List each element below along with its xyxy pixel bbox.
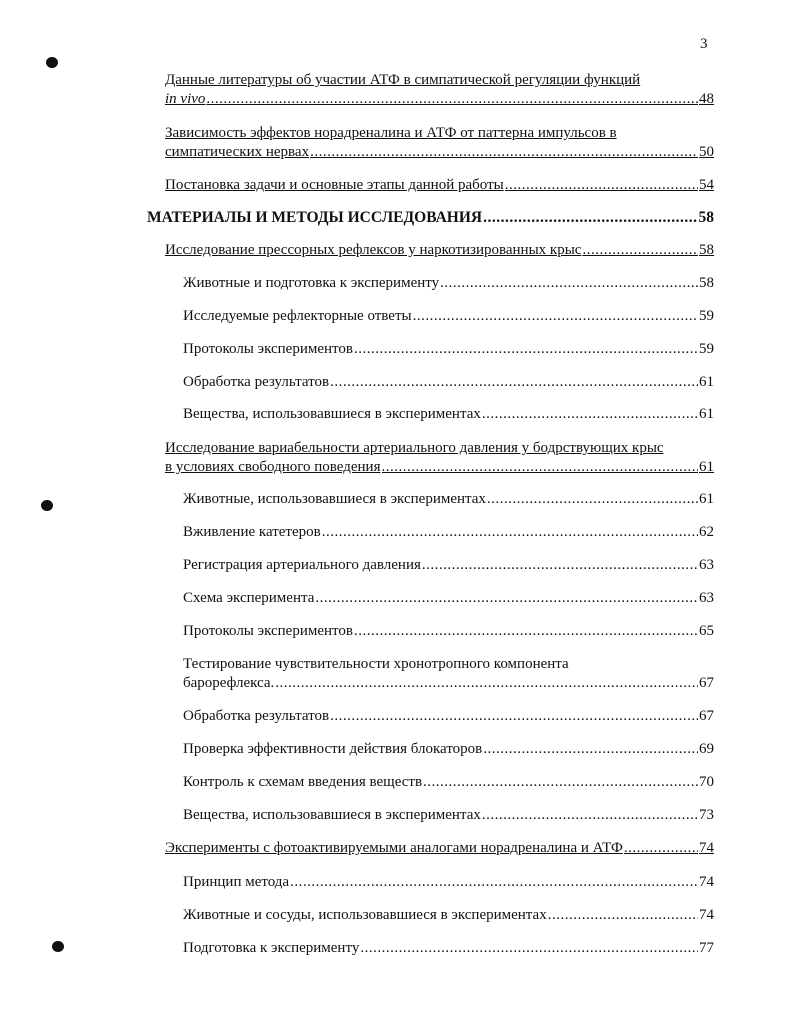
toc-entry[interactable] bbox=[183, 655, 714, 693]
toc-entry-title: Подготовка к эксперименту bbox=[183, 940, 360, 956]
toc-entry-page: 61 bbox=[699, 374, 714, 390]
toc-entry-title: Животные и подготовка к эксперименту bbox=[183, 275, 440, 291]
toc-leader bbox=[354, 340, 698, 359]
toc-entry-page: 62 bbox=[699, 524, 714, 540]
toc-entry-page: 67 bbox=[699, 675, 714, 691]
toc-entry[interactable] bbox=[165, 124, 714, 162]
toc-entry-title: Протоколы экспериментов bbox=[183, 341, 353, 357]
toc-entry-page: 61 bbox=[699, 406, 714, 422]
toc-entry-page: 65 bbox=[699, 623, 714, 639]
toc-entry-title: Исследование прессорных рефлексов у наркотизированных крыс bbox=[165, 242, 582, 258]
toc-entry-page: 61 bbox=[699, 459, 714, 475]
toc-entry-page: 54 bbox=[699, 177, 714, 193]
toc-entry-page: 58 bbox=[699, 242, 714, 258]
toc-entry-page: 77 bbox=[699, 940, 714, 956]
toc-entry[interactable] bbox=[183, 307, 714, 326]
toc-leader bbox=[482, 405, 698, 424]
toc-entry-title: Постановка задачи и основные этапы данной работы bbox=[165, 177, 504, 193]
toc-entry[interactable] bbox=[183, 373, 714, 392]
toc-leader bbox=[354, 622, 698, 641]
toc-entry[interactable] bbox=[165, 71, 714, 109]
toc-entry-title: Тестирование чувствительности хронотропного компонента bbox=[183, 656, 569, 672]
toc-entry[interactable] bbox=[183, 589, 714, 608]
toc-entry-title: МАТЕРИАЛЫ И МЕТОДЫ ИССЛЕДОВАНИЯ bbox=[147, 209, 483, 226]
toc-entry-page: 67 bbox=[699, 708, 714, 724]
toc-leader bbox=[422, 556, 698, 575]
toc-entry-title-cont: в условиях свободного поведения bbox=[165, 459, 381, 475]
toc-entry-title: Животные, использовавшиеся в экспериментах bbox=[183, 491, 486, 507]
toc-entry-page: 74 bbox=[699, 907, 714, 923]
toc-entry-title: Данные литературы об участии АТФ в симпатической регуляции функций bbox=[165, 72, 641, 88]
toc-entry-title: Проверка эффективности действия блокаторов bbox=[183, 741, 483, 757]
toc-leader bbox=[330, 373, 698, 392]
toc-entry-title-cont: симпатических нервах bbox=[165, 144, 310, 160]
toc-entry-title-cont: in vivo bbox=[165, 91, 206, 107]
toc-leader bbox=[413, 307, 698, 326]
toc-entry-page: 59 bbox=[699, 341, 714, 357]
toc-leader bbox=[487, 490, 698, 509]
toc-entry-page: 63 bbox=[699, 590, 714, 606]
toc-leader bbox=[382, 458, 699, 477]
toc-entry[interactable] bbox=[183, 405, 714, 424]
toc-entry-title: Исследуемые рефлекторные ответы bbox=[183, 308, 412, 324]
toc-entry-page: 48 bbox=[699, 91, 714, 107]
toc-entry[interactable] bbox=[183, 490, 714, 509]
toc-entry[interactable] bbox=[183, 556, 714, 575]
toc-entry[interactable] bbox=[165, 439, 714, 477]
toc-entry[interactable] bbox=[183, 939, 714, 958]
toc-leader bbox=[624, 839, 698, 858]
toc-entry-page: 63 bbox=[699, 557, 714, 573]
toc-entry-page: 58 bbox=[698, 209, 714, 226]
toc-entry-title: Обработка результатов bbox=[183, 374, 330, 390]
toc-entry-page: 58 bbox=[699, 275, 714, 291]
toc-entry-page: 74 bbox=[699, 840, 714, 856]
toc-entry[interactable] bbox=[183, 707, 714, 726]
toc-leader bbox=[322, 523, 698, 542]
toc-entry[interactable] bbox=[183, 340, 714, 359]
toc-entry[interactable] bbox=[183, 806, 714, 825]
toc-leader bbox=[206, 90, 698, 109]
toc-entry-title: Протоколы экспериментов bbox=[183, 623, 353, 639]
toc-entry-title: Вещества, использовавшиеся в экспериментах bbox=[183, 406, 481, 422]
toc-leader bbox=[548, 906, 698, 925]
toc-entry-page: 59 bbox=[699, 308, 714, 324]
toc-entry-title: Вживление катетеров bbox=[183, 524, 321, 540]
page-number: 3 bbox=[700, 36, 708, 52]
toc-entry[interactable] bbox=[183, 906, 714, 925]
toc-entry[interactable] bbox=[183, 523, 714, 542]
toc-entry-page: 73 bbox=[699, 807, 714, 823]
toc-entry-title: Схема эксперимента bbox=[183, 590, 315, 606]
toc-entry[interactable] bbox=[165, 241, 714, 260]
toc-entry-title: Обработка результатов bbox=[183, 708, 330, 724]
toc-chapter-heading[interactable] bbox=[147, 208, 714, 227]
toc-entry[interactable] bbox=[183, 773, 714, 792]
toc-leader bbox=[440, 274, 698, 293]
toc-entry-title: Принцип метода bbox=[183, 874, 290, 890]
toc-leader bbox=[360, 939, 698, 958]
toc-leader bbox=[310, 143, 698, 162]
toc-entry-page: 74 bbox=[699, 874, 714, 890]
toc-leader bbox=[423, 773, 698, 792]
toc-entry[interactable] bbox=[165, 176, 714, 195]
toc-leader bbox=[505, 176, 698, 195]
toc-entry-title: Вещества, использовавшиеся в экспериментах bbox=[183, 807, 481, 823]
toc-entry-page: 61 bbox=[699, 491, 714, 507]
toc-entry-title: Животные и сосуды, использовавшиеся в экспериментах bbox=[183, 907, 547, 923]
toc-entry-page: 70 bbox=[699, 774, 714, 790]
toc-entry-title: Регистрация артериального давления bbox=[183, 557, 421, 573]
toc-leader bbox=[275, 674, 698, 693]
toc-entry-title: Контроль к схемам введения веществ bbox=[183, 774, 423, 790]
toc-entry[interactable] bbox=[183, 274, 714, 293]
toc-entry-title-cont: барорефлекса. bbox=[183, 675, 275, 691]
toc-leader bbox=[582, 241, 698, 260]
toc-leader bbox=[482, 806, 698, 825]
toc-leader bbox=[315, 589, 698, 608]
toc-entry-title: Исследование вариабельности артериального давления у бодрствующих крыс bbox=[165, 440, 664, 456]
toc-leader bbox=[330, 707, 698, 726]
toc-entry-page: 50 bbox=[699, 144, 714, 160]
toc-entry-title: Эксперименты с фотоактивируемыми аналогами норадреналина и АТФ bbox=[165, 840, 623, 856]
toc-entry-title: Зависимость эффектов норадреналина и АТФ от паттерна импульсов в bbox=[165, 125, 617, 141]
toc-leader bbox=[290, 873, 698, 892]
toc-entry[interactable] bbox=[183, 622, 714, 641]
toc-entry-page: 69 bbox=[699, 741, 714, 757]
toc-leader bbox=[483, 208, 697, 227]
toc-entry[interactable] bbox=[165, 839, 714, 858]
toc-entry[interactable] bbox=[183, 873, 714, 892]
toc-leader bbox=[483, 740, 698, 759]
toc-entry[interactable] bbox=[183, 740, 714, 759]
